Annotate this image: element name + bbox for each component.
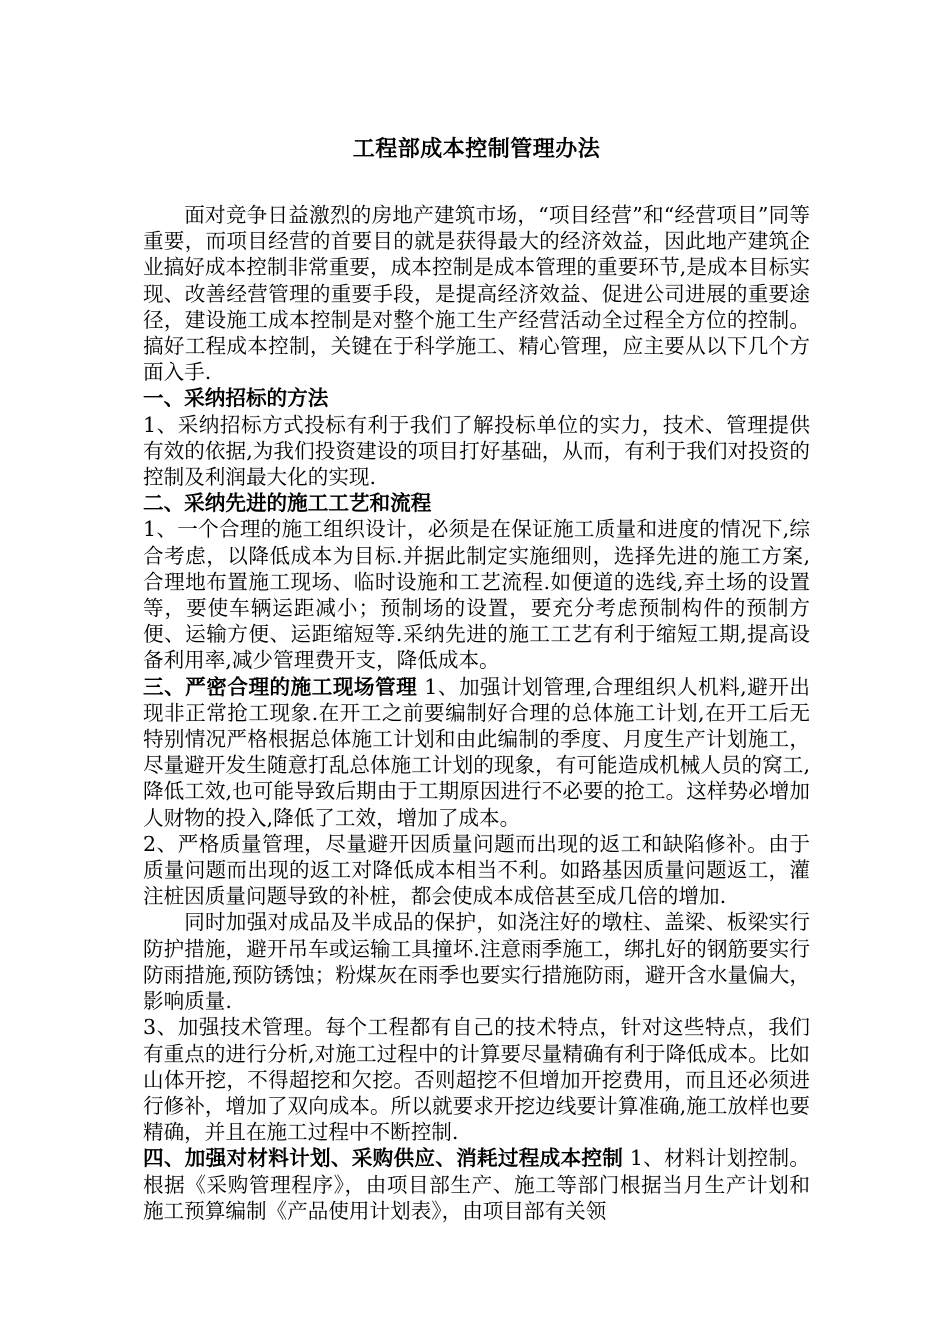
section-1-heading: 一、采纳招标的方法: [143, 386, 329, 411]
document-page: [143, 130, 810, 1224]
section-2-heading: 二、采纳先进的施工工艺和流程: [143, 491, 432, 516]
section-1-paragraph-1: 1、采纳招标方式投标有利于我们了解投标单位的实力，技术、管理提供有效的依据,为我们投资建设的项目打好基础，从而，有利于我们对投资的控制及利润最大化的实现.: [143, 412, 810, 490]
section-3-paragraph-3: 同时加强对成品及半成品的保护，如浇注好的墩柱、盖梁、板梁实行防护措施，避开吊车或运输工具撞坏.注意雨季施工，绑扎好的钢筋要实行防雨措施,预防锈蚀；粉煤灰在雨季也要实行措施防雨，避开含水量偏大，影响质量.: [143, 910, 810, 1014]
section-4-paragraph-1: [143, 1145, 810, 1224]
section-4-paragraph-1-text: 1、材料计划控制。根据《采购管理程序》，由项目部生产、施工等部门根据当月生产计划和施工预算编制《产品使用计划表》，由项目部有关领: [143, 1146, 810, 1223]
section-4-heading: 四、加强对材料计划、采购供应、消耗过程成本控制: [143, 1146, 624, 1171]
section-3-heading: 三、严密合理的施工现场管理: [143, 674, 418, 699]
section-2-paragraph-1: 1、一个合理的施工组织设计，必须是在保证施工质量和进度的情况下,综合考虑，以降低成本为目标.并据此制定实施细则，选择先进的施工方案,合理地布置施工现场、临时设施和工艺流程.如便道的选线,弃土场的设置等，要使车辆运距减小；预制场的设置，要充分考虑预制构件的预制方便、运输方便、运距缩短等.采纳先进的施工工艺有利于缩短工期,提高设备利用率,减少管理费开支，降低成本。: [143, 517, 810, 673]
section-3-paragraph-1-text: 1、加强计划管理,合理组织人机料,避开出现非正常抢工现象.在开工之前要编制好合理的总体施工计划,在开工后无特别情况严格根据总体施工计划和由此编制的季度、月度生产计划施工，尽量避开发生随意打乱总体施工计划的现象，有可能造成机械人员的窝工,降低工效,也可能导致后期由于工期原因进行不必要的抢工。这样势必增加人财物的投入,降低了工效，增加了成本。: [143, 674, 810, 830]
section-3-paragraph-4: 3、加强技术管理。每个工程都有自己的技术特点，针对这些特点，我们有重点的进行分析,对施工过程中的计算要尽量精确有利于降低成本。比如山体开挖，不得超挖和欠挖。否则超挖不但增加开挖费用，而且还必须进行修补，增加了双向成本。所以就要求开挖边线要计算准确,施工放样也要精确，并且在施工过程中不断控制.: [143, 1015, 810, 1145]
document-title: 工程部成本控制管理办法: [352, 136, 601, 162]
intro-paragraph: 面对竞争日益激烈的房地产建筑市场，“项目经营”和“经营项目”同等重要，而项目经营的首要目的就是获得最大的经济效益，因此地产建筑企业搞好成本控制非常重要，成本控制是成本管理的重要环节,是成本目标实现、改善经营管理的重要手段，是提高经济效益、促进公司进展的重要途径，建设施工成本控制是对整个施工生产经营活动全过程全方位的控制。搞好工程成本控制，关键在于科学施工、精心管理，应主要从以下几个方面入手.: [143, 203, 810, 385]
section-3-paragraph-1: [143, 674, 810, 831]
section-3-paragraph-2: 2、严格质量管理，尽量避开因质量问题而出现的返工和缺陷修补。由于质量问题而出现的返工对降低成本相当不利。如路基因质量问题返工，灌注桩因质量问题导致的补桩，都会使成本成倍甚至成几倍的增加.: [143, 831, 810, 909]
